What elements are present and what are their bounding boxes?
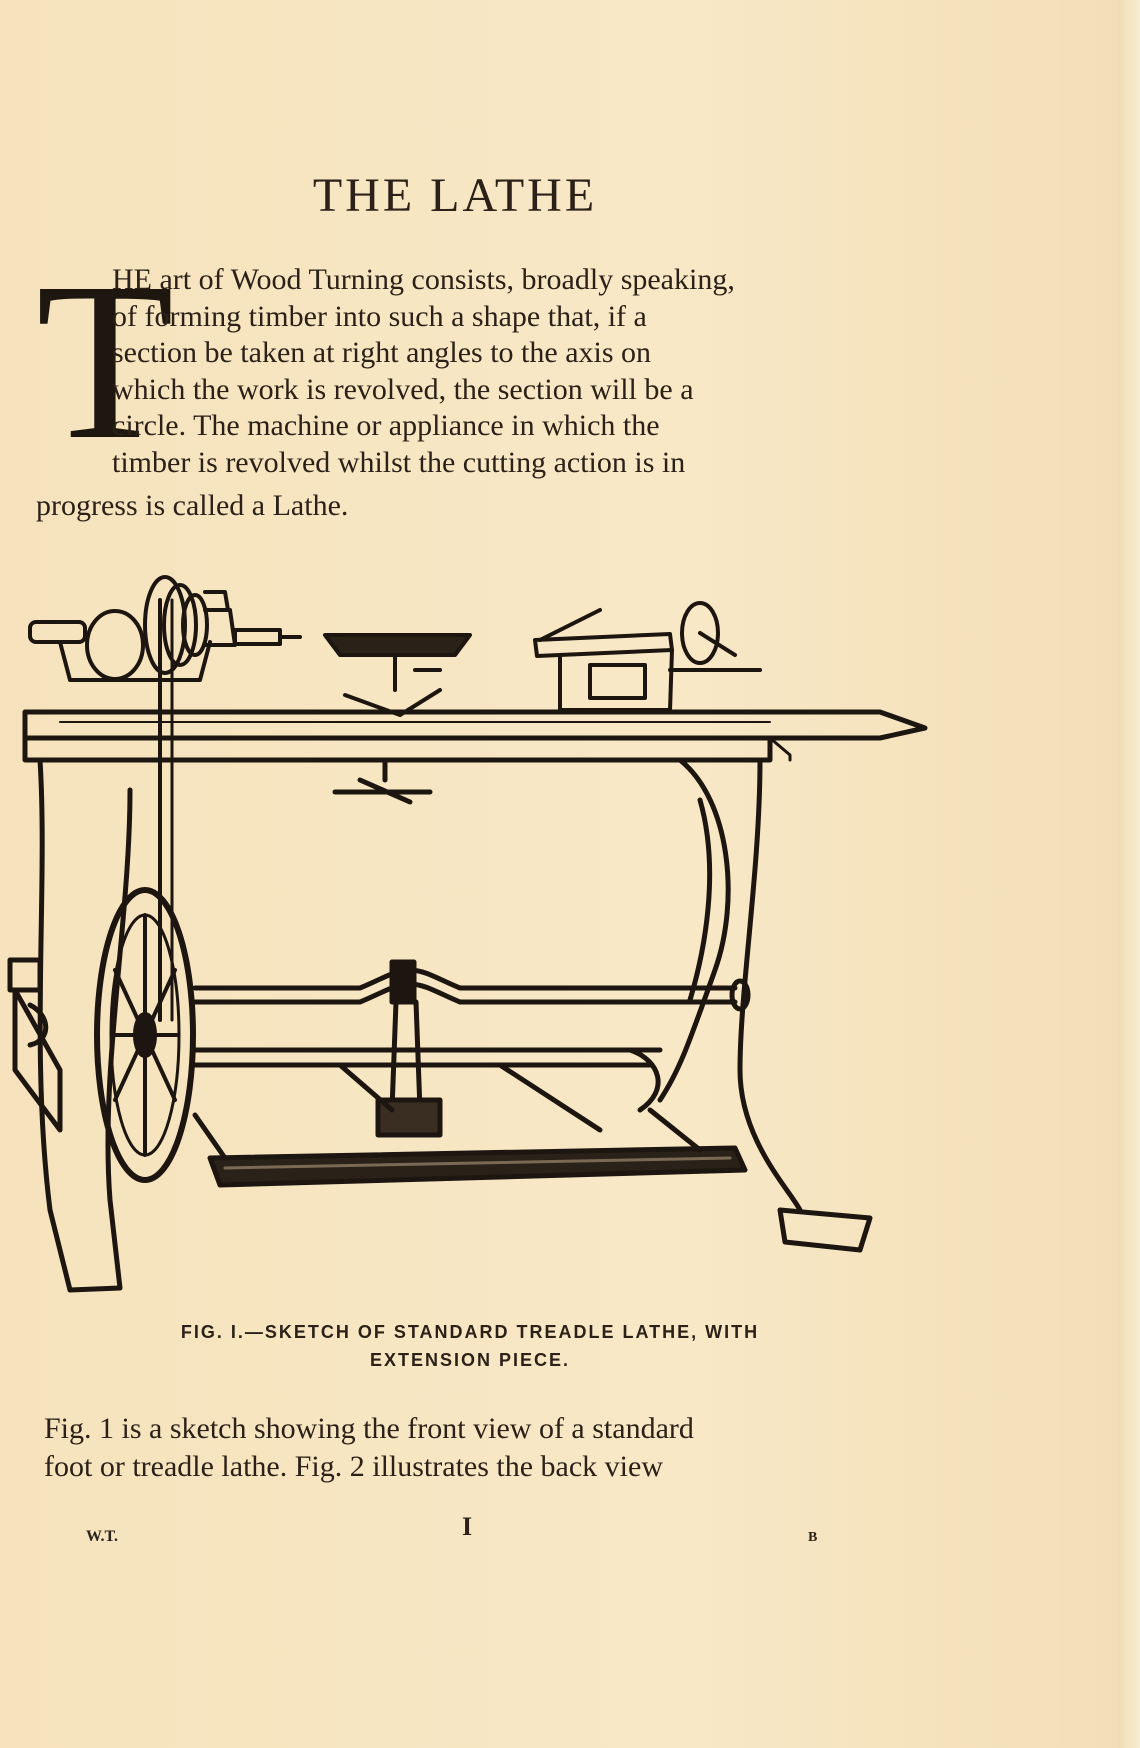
tailstock xyxy=(535,603,760,710)
figure-caption-line-1: FIG. I.—SKETCH OF STANDARD TREADLE LATHE, WITH xyxy=(180,1322,760,1342)
drop-cap: T xyxy=(36,236,175,486)
intro-paragraph xyxy=(112,262,882,481)
intro-line-6: timber is revolved whilst the cutting action is in xyxy=(112,445,686,479)
treadle xyxy=(195,1110,745,1185)
figure-caption-line-2: EXTENSION PIECE. xyxy=(369,1350,571,1370)
body-line-1: Fig. 1 is a sketch showing the front view of a standard xyxy=(44,1412,694,1445)
crank-shaft xyxy=(195,962,748,1009)
intro-line-4: which the work is revolved, the section will be a xyxy=(112,372,694,406)
page-number: I xyxy=(462,1512,473,1541)
intro-line-3: section be taken at right angles to the axis on xyxy=(112,336,652,369)
bed-clamp xyxy=(335,760,430,802)
headstock xyxy=(30,577,300,680)
right-leg xyxy=(660,760,870,1250)
printer-signature: W.T. xyxy=(86,1528,119,1545)
body-paragraph xyxy=(44,1410,894,1486)
body-line-2: foot or treadle lathe. Fig. 2 illustrates the back view xyxy=(44,1450,663,1483)
page-edge xyxy=(1118,0,1140,1748)
connecting-rod xyxy=(195,1002,660,1135)
intro-line-1: HE art of Wood Turning consists, broadly speaking, xyxy=(112,263,735,296)
intro-line-2: of forming timber into such a shape that, if a xyxy=(112,299,647,333)
intro-last-line: progress is called a Lathe. xyxy=(36,489,349,522)
sheet-mark: B xyxy=(808,1530,818,1545)
tool-rest xyxy=(325,635,470,715)
treadle-lathe-illustration xyxy=(0,570,940,1310)
chapter-title: THE LATHE xyxy=(312,169,598,222)
intro-line-5: circle. The machine or appliance in which the xyxy=(112,409,660,442)
